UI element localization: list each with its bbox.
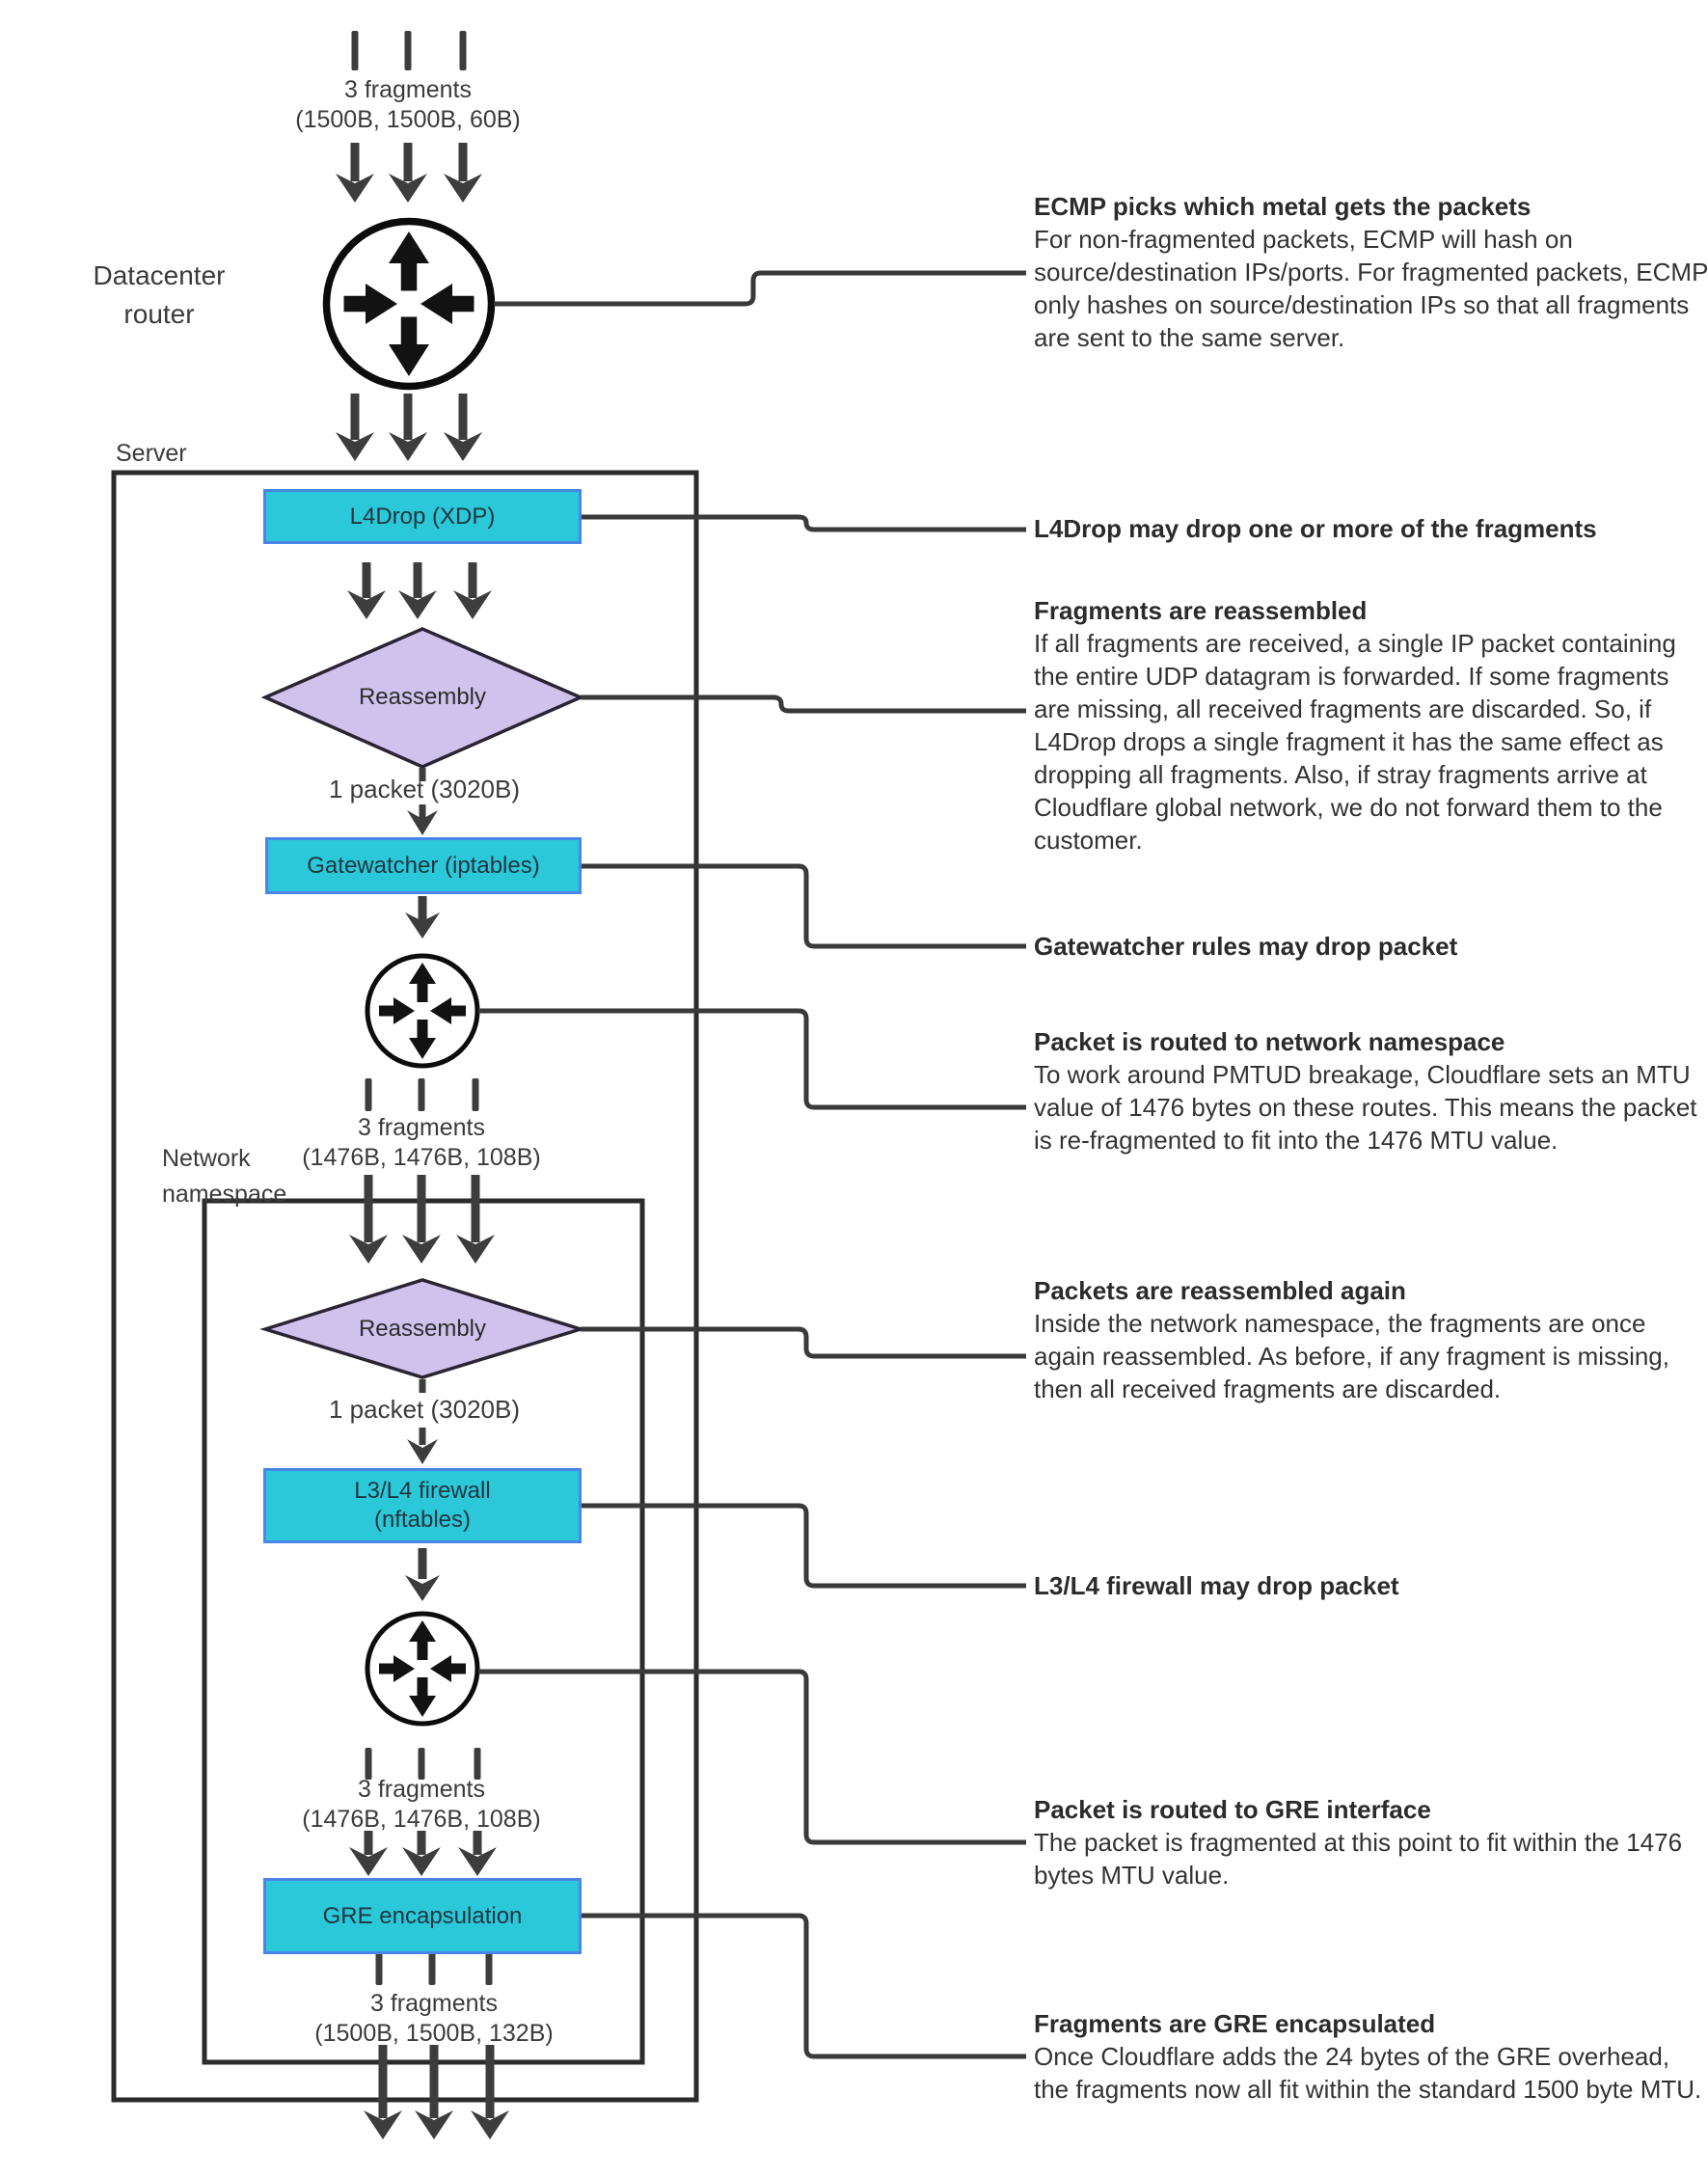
connector-l4drop <box>582 517 1026 530</box>
gre-encapsulation-label: GRE encapsulation <box>322 1902 523 1929</box>
note-fragments-reassembled <box>1034 594 1708 857</box>
arrows-into-router <box>336 143 482 203</box>
network-namespace-line2: namespace <box>162 1181 287 1208</box>
l3l4-line1: L3/L4 firewall <box>354 1478 491 1504</box>
arrows-router-to-server <box>336 394 482 461</box>
note-reassembled-again-heading: Packets are reassembled again <box>1034 1276 1406 1305</box>
routing-icon-gre <box>367 1614 477 1724</box>
reassembly-1-label: Reassembly <box>358 684 487 710</box>
note-gre-encapsulated-heading: Fragments are GRE encapsulated <box>1034 2009 1436 2038</box>
routing-icon-netns <box>367 956 477 1066</box>
datacenter-router-line1: Datacenter <box>93 260 226 290</box>
datacenter-router-label <box>34 257 285 334</box>
l4drop-label: L4Drop (XDP) <box>349 503 496 530</box>
connector-netns-routing <box>478 1011 1026 1107</box>
l4drop-box <box>263 489 582 544</box>
note-fragments-reassembled-heading: Fragments are reassembled <box>1034 596 1368 625</box>
note-ecmp-heading: ECMP picks which metal gets the packets <box>1034 192 1532 221</box>
datacenter-router-line2: router <box>123 299 195 329</box>
routed-fragment-ticks <box>366 1078 479 1111</box>
output-fragment-ticks <box>376 1952 493 1985</box>
note-l4drop <box>1034 512 1708 545</box>
output-fragments-sizes: (1500B, 1500B, 132B) <box>314 2020 554 2047</box>
note-ecmp-body: For non-fragmented packets, ECMP will hash on source/destination IPs/ports. For fragmented packets, ECMP only hashes on source/destination IPs so that all fragments are sent to the same server. <box>1034 225 1708 352</box>
note-ecmp <box>1034 190 1708 354</box>
l3l4-line2: (nftables) <box>373 1507 472 1533</box>
arrows-l4drop-to-reassembly <box>347 562 492 619</box>
gre-encapsulation-box <box>263 1878 582 1954</box>
note-routed-gre <box>1034 1793 1708 1891</box>
gre-input-fragments-count: 3 fragments <box>357 1776 485 1803</box>
packet-2-label: 1 packet (3020B) <box>328 1395 520 1424</box>
note-gatewatcher-heading: Gatewatcher rules may drop packet <box>1034 932 1458 961</box>
connector-reassembly-2 <box>581 1329 1026 1356</box>
gatewatcher-label: Gatewatcher (iptables) <box>307 852 540 879</box>
l3l4-firewall-label <box>354 1477 490 1535</box>
arrow-gatewatcher-to-routing <box>405 896 440 939</box>
connector-ecmp <box>494 273 1026 304</box>
arrows-out-of-server <box>364 2045 509 2139</box>
connector-gre-encap <box>582 1916 1026 2056</box>
note-l3l4 <box>1034 1569 1708 1602</box>
note-gre-encapsulated <box>1034 2007 1708 2106</box>
gatewatcher-box <box>265 837 582 894</box>
output-fragments-count: 3 fragments <box>369 1990 498 2017</box>
gre-input-fragments-label <box>248 1775 595 1835</box>
connector-reassembly-1 <box>581 697 1026 711</box>
routed-fragments-count: 3 fragments <box>357 1114 485 1141</box>
note-gatewatcher <box>1034 930 1708 963</box>
note-fragments-reassembled-body: If all fragments are received, a single IP packet containing the entire UDP datagram is forwarded. If some fragments are missing, all received fragments are discarded. So, if L4Drop drops a single fragment it has the same effect as dropping all fragments. Also, if stray fragments arrive at Cloudflare global network, we do not forward them to the customer. <box>1034 629 1676 855</box>
network-namespace-label <box>162 1141 286 1212</box>
input-fragments-label <box>234 75 582 135</box>
note-routed-gre-heading: Packet is routed to GRE interface <box>1034 1795 1431 1824</box>
datacenter-router-icon <box>327 222 492 387</box>
note-reassembled-again-body: Inside the network namespace, the fragments are once again reassembled. As before, if any fragment is missing, then all received fragments are discarded. <box>1034 1309 1669 1403</box>
note-routed-netns-heading: Packet is routed to network namespace <box>1034 1027 1505 1056</box>
packet-1-label: 1 packet (3020B) <box>328 775 520 803</box>
arrow-l3l4-to-routing <box>405 1548 440 1601</box>
server-label: Server <box>116 440 187 467</box>
arrows-into-gre <box>349 1831 497 1876</box>
input-fragments-count: 3 fragments <box>343 76 472 103</box>
input-fragments-sizes: (1500B, 1500B, 60B) <box>295 106 521 133</box>
note-routed-netns <box>1034 1025 1708 1157</box>
note-l3l4-heading: L3/L4 firewall may drop packet <box>1034 1571 1399 1600</box>
note-gre-encapsulated-body: Once Cloudflare adds the 24 bytes of the GRE overhead, the fragments now all fit within the standard 1500 byte MTU. <box>1034 2042 1702 2104</box>
gre-input-fragments-sizes: (1476B, 1476B, 108B) <box>302 1806 541 1833</box>
reassembly-2-label: Reassembly <box>358 1316 487 1342</box>
note-routed-gre-body: The packet is fragmented at this point to fit within the 1476 bytes MTU value. <box>1034 1828 1683 1890</box>
note-l4drop-heading: L4Drop may drop one or more of the fragments <box>1034 514 1597 543</box>
connector-l3l4 <box>582 1506 1026 1586</box>
network-namespace-line1: Network <box>162 1145 251 1172</box>
l3l4-firewall-box <box>263 1468 582 1543</box>
connector-gatewatcher <box>582 866 1026 946</box>
note-reassembled-again <box>1034 1274 1708 1405</box>
routed-fragments-sizes: (1476B, 1476B, 108B) <box>302 1144 541 1171</box>
routed-fragments-label <box>248 1113 595 1173</box>
output-fragments-label <box>260 1989 608 2049</box>
arrows-into-namespace <box>349 1175 495 1264</box>
note-routed-netns-body: To work around PMTUD breakage, Cloudflare sets an MTU value of 1476 bytes on these routes. This means the packet is re-fragmented to fit into the 1476 MTU value. <box>1034 1060 1697 1155</box>
input-fragment-ticks <box>352 31 467 70</box>
